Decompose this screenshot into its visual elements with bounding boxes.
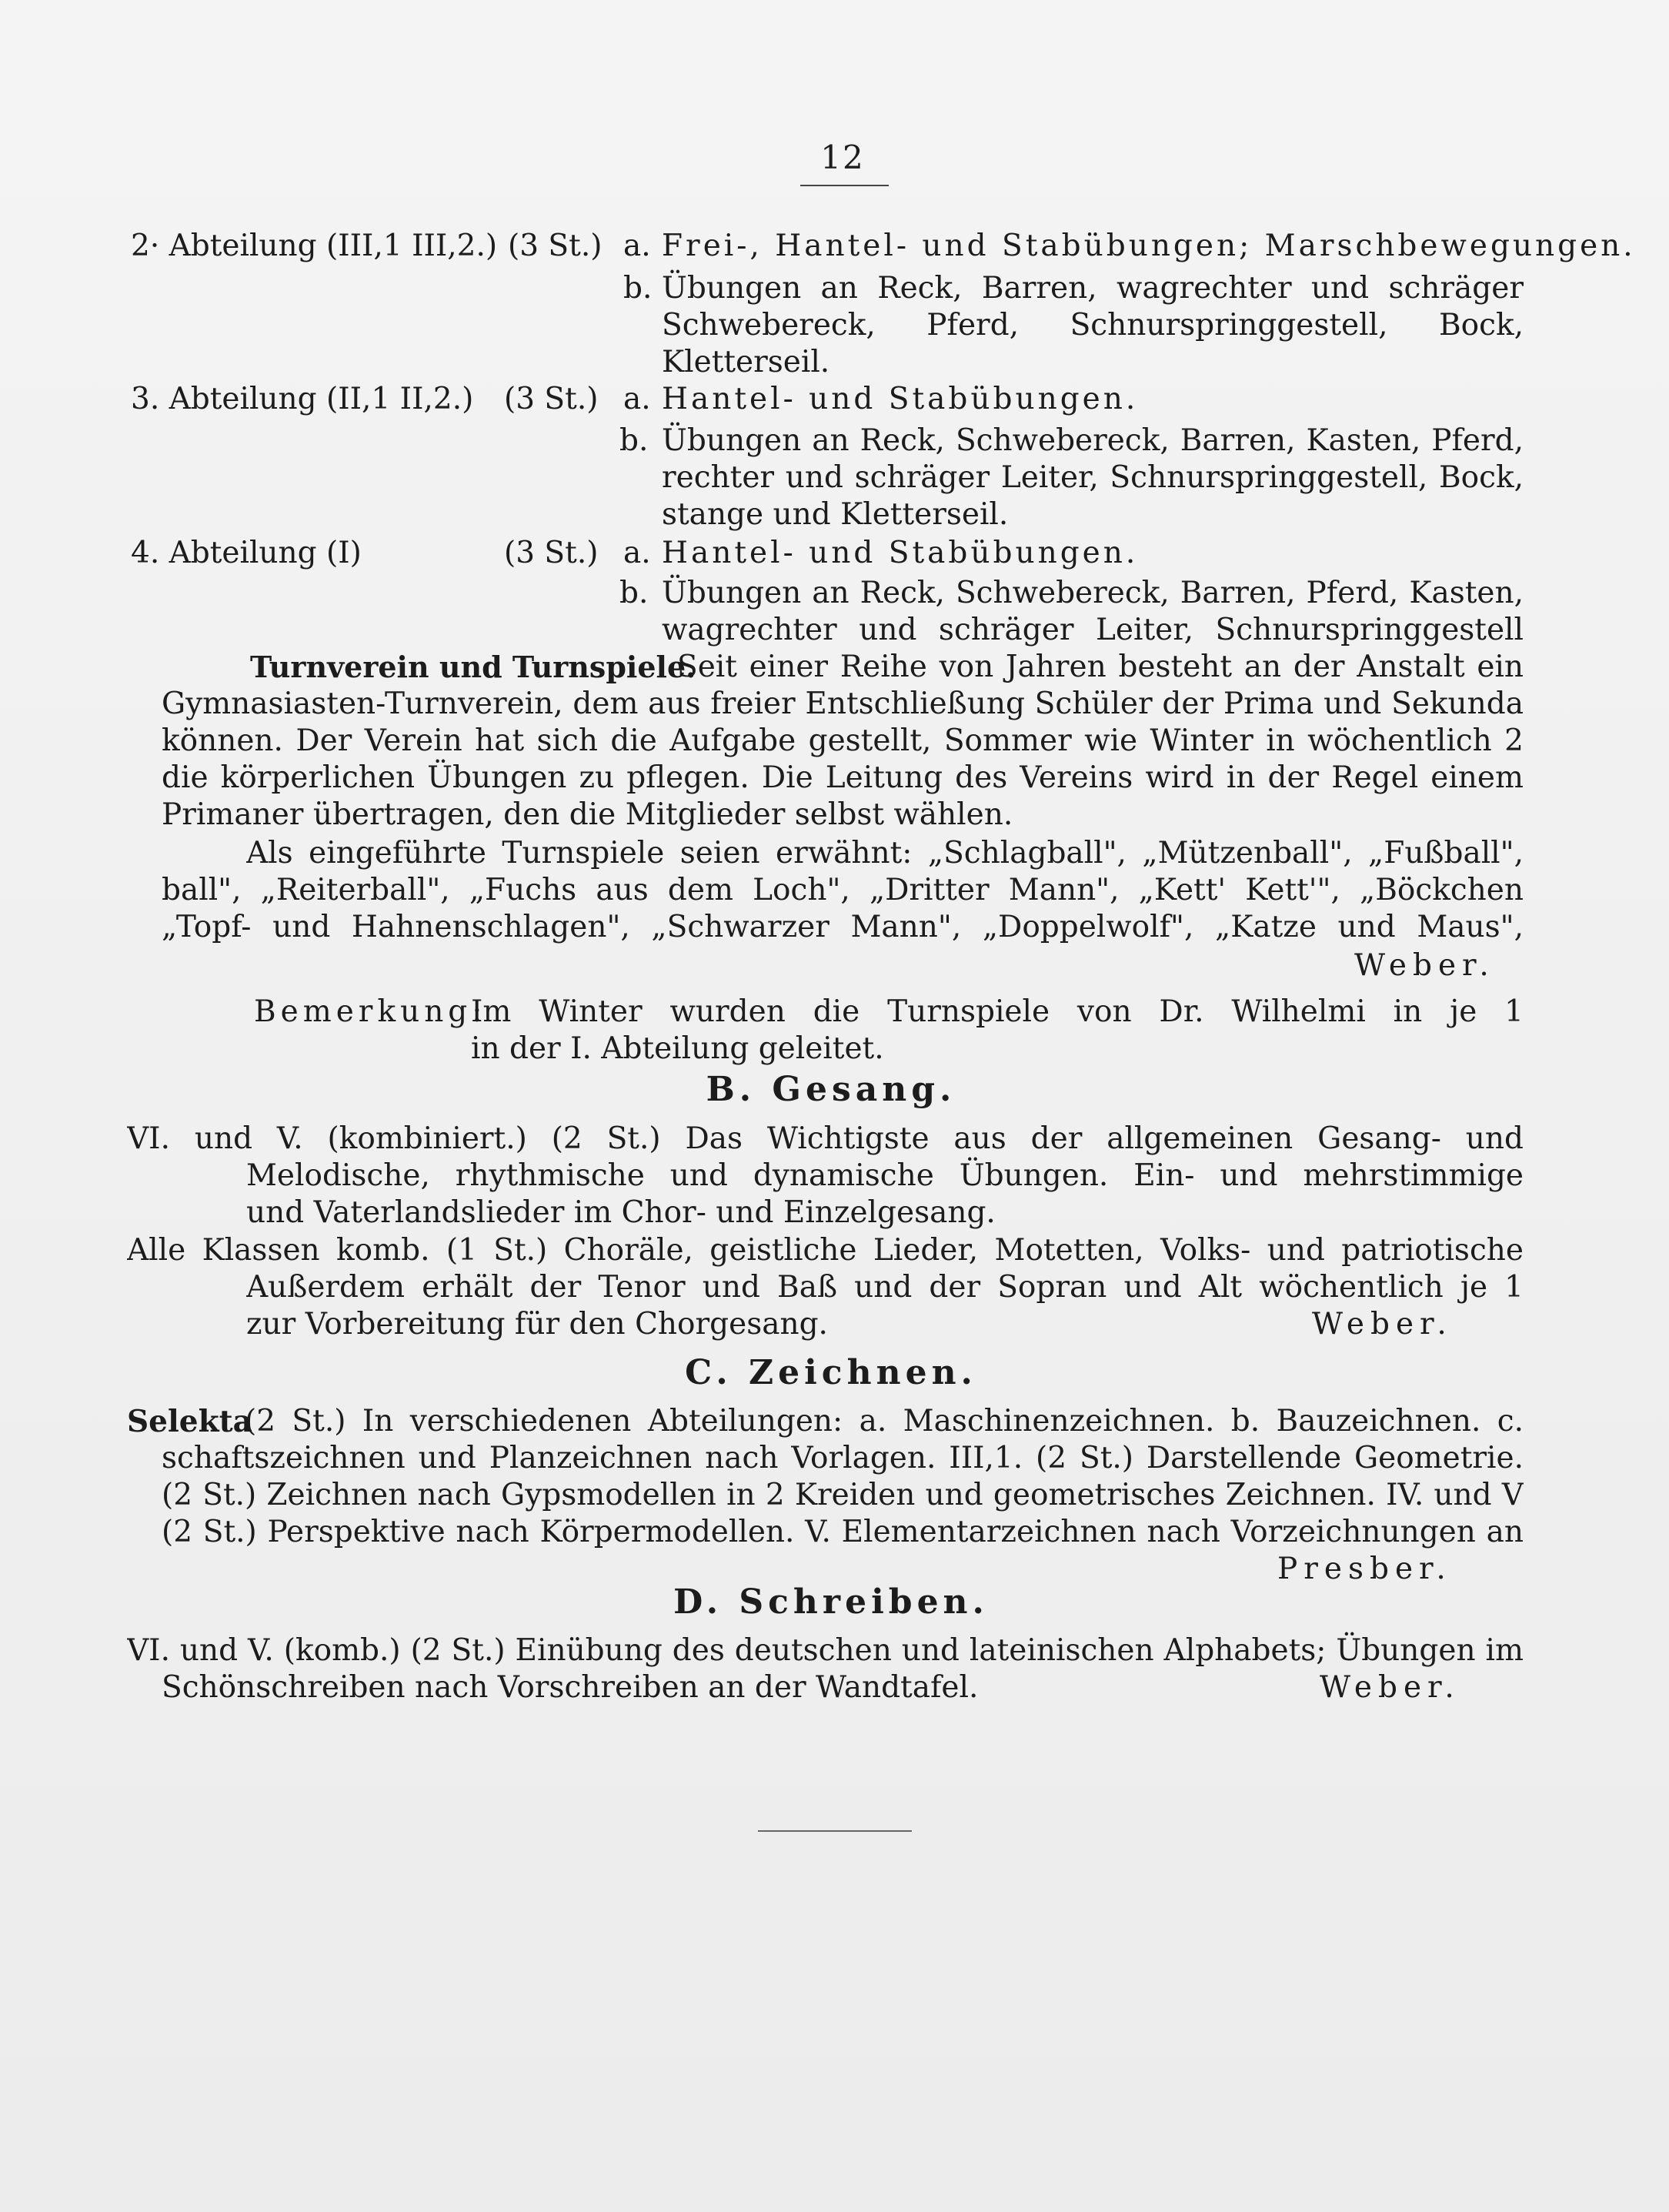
- zeichnen-first-row: [127, 1402, 258, 1441]
- abt4-b-line-2: wagrechter und schräger Leiter, Schnurspringgestell: [662, 613, 1524, 647]
- abt4-a-marker: a.: [623, 536, 651, 570]
- gesang-line-3: und Vaterlandslieder im Chor- und Einzelgesang.: [246, 1195, 996, 1230]
- abt4-label: 4. Abteilung (I): [131, 536, 362, 570]
- turnspiele-line-1: Als eingeführte Turnspiele seien erwähnt: „Schlagball", „Mützenball", „Fußball",: [246, 836, 1524, 870]
- abt3-b-line-1: Übungen an Reck, Schwebereck, Barren, Kasten, Pferd,: [662, 423, 1524, 458]
- turnverein-line-2: können. Der Verein hat sich die Aufgabe gestellt, Sommer wie Winter in wöchentlich 2: [162, 723, 1524, 758]
- turnverein-line-1: Gymnasiasten-Turnverein, dem aus freier Entschließung Schüler der Prima und Sekunda: [162, 687, 1524, 721]
- turnspiele-line-2: ball", „Reiterball", „Fuchs aus dem Loch", „Dritter Mann", „Kett' Kett'", „Böckchen: [162, 873, 1524, 907]
- abt2-b-line-3: Kletterseil.: [662, 345, 830, 379]
- bemerkung-line-1: Im Winter wurden die Turnspiele von Dr. Wilhelmi in je 1: [471, 994, 1524, 1029]
- abt4-b-line-1: Übungen an Reck, Schwebereck, Barren, Pferd, Kasten,: [662, 576, 1524, 610]
- abt3-row: [131, 380, 1524, 419]
- gesang-klassen-line-2: Außerdem erhält der Tenor und Baß und der Sopran und Alt wöchentlich je 1: [246, 1270, 1524, 1305]
- abt4-b-marker-row: [619, 574, 666, 613]
- abt3-a-text: Hantel- und Stabübungen.: [662, 382, 1139, 416]
- turnspiele-line-3: „Topf- und Hahnenschlagen", „Schwarzer Mann", „Doppelwolf", „Katze und Maus",: [162, 910, 1524, 944]
- schreiben-signature: Weber.: [1320, 1670, 1460, 1705]
- schreiben-heading: D. Schreiben.: [673, 1582, 989, 1622]
- gesang-klassen-line-1: Alle Klassen komb. (1 St.) Choräle, geistliche Lieder, Motetten, Volks- und patriotische: [127, 1233, 1524, 1268]
- gesang-klassen-line-3: zur Vorbereitung für den Chorgesang.: [246, 1307, 828, 1342]
- zeichnen-line-2: (2 St.) Zeichnen nach Gypsmodellen in 2 Kreiden und geometrisches Zeichnen. IV. und V: [162, 1478, 1524, 1512]
- abt3-a-marker: a.: [623, 382, 651, 416]
- abt3-hours: (3 St.): [504, 382, 599, 416]
- gesang-heading: B. Gesang.: [706, 1070, 956, 1109]
- schreiben-line-1: VI. und V. (komb.) (2 St.) Einübung des deutschen und lateinischen Alphabets; Übungen im: [127, 1633, 1524, 1668]
- gesang-signature: Weber.: [1312, 1307, 1453, 1342]
- turnverein-first-line-rest: Seit einer Reihe von Jahren besteht an der Anstalt ein: [677, 650, 1524, 684]
- schreiben-line-2: Schönschreiben nach Vorschreiben an der Wandtafel.: [162, 1670, 979, 1705]
- zeichnen-first-line-rest: (2 St.) In verschiedenen Abteilungen: a. Maschinenzeichnen. b. Bauzeichnen. c.: [245, 1404, 1524, 1438]
- zeichnen-heading: C. Zeichnen.: [685, 1353, 977, 1392]
- abt3-label: 3. Abteilung (II,1 II,2.): [131, 382, 474, 416]
- abt4-hours: (3 St.): [504, 536, 599, 570]
- turnverein-line-4: Primaner übertragen, den die Mitglieder selbst wählen.: [162, 797, 1013, 832]
- abt2-a-marker: a.: [623, 229, 651, 263]
- bemerkung-label: Bemerkung:: [254, 994, 487, 1029]
- zeichnen-line-1: schaftszeichnen und Planzeichnen nach Vorlagen. III,1. (2 St.) Darstellende Geometrie.: [162, 1441, 1524, 1475]
- turnverein-line-3: die körperlichen Übungen zu pflegen. Die Leitung des Vereins wird in der Regel einem: [162, 760, 1524, 795]
- abt4-a-text: Hantel- und Stabübungen.: [662, 536, 1139, 570]
- zeichnen-line-3: (2 St.) Perspektive nach Körpermodellen. V. Elementarzeichnen nach Vorzeichnungen an: [162, 1515, 1524, 1549]
- abt2-row: [131, 227, 1636, 266]
- abt3-b-line-2: rechter und schräger Leiter, Schnurspringgestell, Bock,: [662, 460, 1524, 495]
- turnverein-signature: Weber.: [1354, 948, 1495, 983]
- zeichnen-signature: Presber.: [1277, 1552, 1452, 1586]
- abt3-b-marker-row: [619, 422, 666, 460]
- end-rule: [758, 1830, 912, 1832]
- turnverein-title: Turnverein und Turnspiele.: [250, 650, 696, 684]
- zeichnen-lead: Selekta: [127, 1404, 252, 1439]
- abt4-b-marker: b.: [619, 576, 649, 610]
- abt2-b-line-2: Schwebereck, Pferd, Schnurspringgestell, Bock,: [662, 308, 1524, 342]
- abt2-b-marker: b.: [623, 271, 653, 306]
- abt2-label: 2· Abteilung (III,1 III,2.): [131, 229, 498, 263]
- abt2-hours: (3 St.): [508, 229, 603, 263]
- abt2-a-text: Frei-, Hantel- und Stabübungen; Marschbewegungen.: [662, 229, 1636, 263]
- page-number: 12: [820, 139, 865, 176]
- gesang-line-1: VI. und V. (kombiniert.) (2 St.) Das Wichtigste aus der allgemeinen Gesang- und: [127, 1121, 1524, 1156]
- abt3-b-marker: b.: [619, 423, 649, 458]
- abt3-b-line-3: stange und Kletterseil.: [662, 497, 1009, 532]
- gesang-line-2: Melodische, rhythmische und dynamische Übungen. Ein- und mehrstimmige: [246, 1158, 1524, 1193]
- page-number-rule: [800, 185, 889, 186]
- abt4-row: [131, 534, 1524, 573]
- bemerkung-line-2: in der I. Abteilung geleitet.: [471, 1031, 884, 1066]
- abt2-b-line-1: Übungen an Reck, Barren, wagrechter und schräger: [662, 271, 1524, 306]
